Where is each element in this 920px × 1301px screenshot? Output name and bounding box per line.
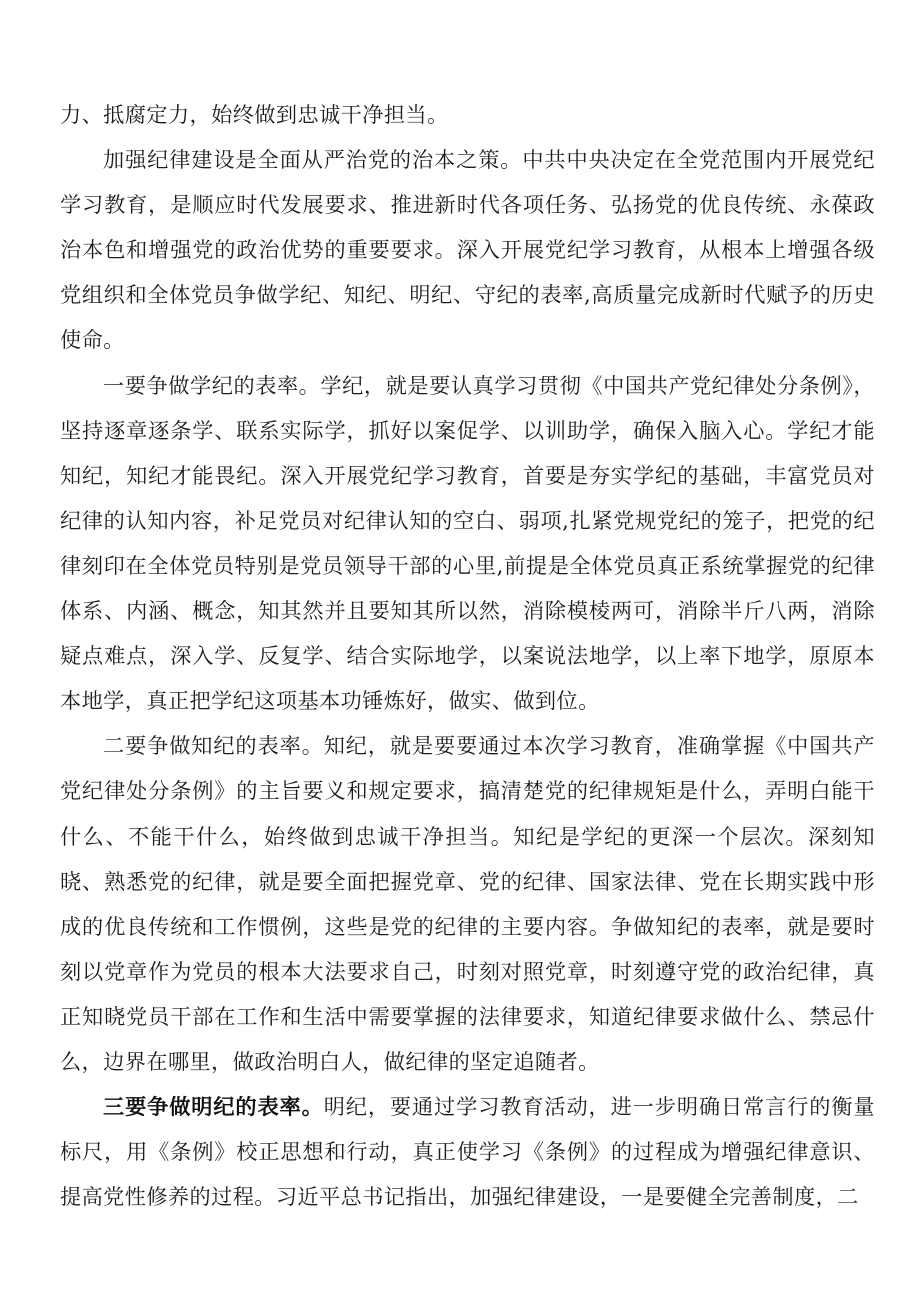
paragraph-text: 二要争做知纪的表率。知纪，就是要要通过本次学习教育，准确掌握《中国共产党纪律处分条例》的主旨要义和规定要求，搞清楚党的纪律规矩是什么，弄明白能干什么、不能干什么，始终做到忠诚干净担当。知纪是学纪的更深一个层次。深刻知晓、熟悉党的纪律，就是要全面把握党章、党的纪律、国家法律、党在长期实践中形成的优良传统和工作惯例，这些是党的纪律的主要内容。争做知纪的表率，就是要时刻以党章作为党员的根本大法要求自己，时刻对照党章，时刻遵守党的政治纪律，真正知晓党员干部在工作和生活中需要掌握的法律要求，知道纪律要求做什么、禁忌什么，边界在哪里，做政治明白人，做纪律的坚定追随者。 bbox=[60, 733, 875, 1074]
paragraph-discipline-building bbox=[60, 137, 875, 362]
paragraph-learn-discipline bbox=[60, 363, 875, 724]
document-body bbox=[60, 92, 875, 1219]
paragraph-text: 一要争做学纪的表率。学纪，就是要认真学习贯彻《中国共产党纪律处分条例》，坚持逐章逐条学、联系实际学，抓好以案促学、以训助学，确保入脑入心。学纪才能知纪，知纪才能畏纪。深入开展党纪学习教育，首要是夯实学纪的基础，丰富党员对纪律的认知内容，补足党员对纪律认知的空白、弱项,扎紧党规党纪的笼子，把党的纪律刻印在全体党员特别是党员领导干部的心里,前提是全体党员真正系统掌握党的纪律体系、内涵、概念，知其然并且要知其所以然，消除模棱两可，消除半斤八两，消除疑点难点，深入学、反复学、结合实际地学，以案说法地学，以上率下地学，原原本本地学，真正把学纪这项基本功锤炼好，做实、做到位。 bbox=[60, 372, 875, 714]
paragraph-text: 力、抵腐定力，始终做到忠诚干净担当。 bbox=[60, 102, 449, 127]
paragraph-text: 加强纪律建设是全面从严治党的治本之策。中共中央决定在全党范围内开展党纪学习教育，是顺应时代发展要求、推进新时代各项任务、弘扬党的优良传统、永葆政治本色和增强党的政治优势的重要要求。深入开展党纪学习教育，从根本上增强各级党组织和全体党员争做学纪、知纪、明纪、守纪的表率,高质量完成新时代赋予的历史使命。 bbox=[60, 147, 875, 353]
paragraph-continuation bbox=[60, 92, 875, 137]
paragraph-lead-heading: 三要争做明纪的表率。 bbox=[103, 1094, 324, 1120]
paragraph-text: 明纪，要通过学习教育活动，进一步明确日常言行的衡量标尺，用《条例》校正思想和行动，真正使学习《条例》的过程成为增强纪律意识、提高党性修养的过程。习近平总书记指出，加强纪律建设，一是要健全完善制度，二 bbox=[60, 1094, 875, 1210]
paragraph-know-discipline bbox=[60, 723, 875, 1084]
paragraph-understand-discipline bbox=[60, 1084, 875, 1219]
